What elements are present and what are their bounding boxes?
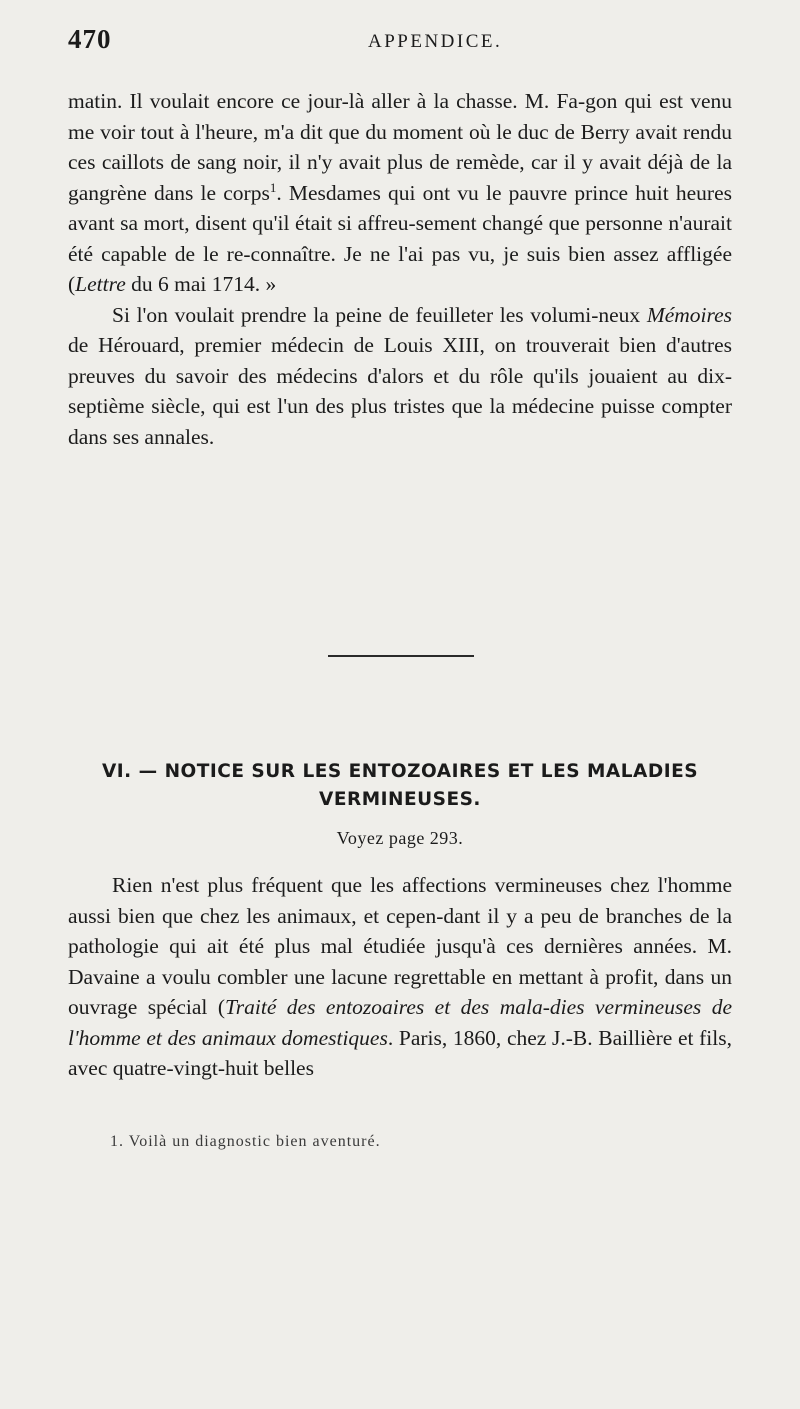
running-title: APPENDICE. <box>368 31 503 52</box>
paragraph-letter-quote: matin. Il voulait encore ce jour-là aller à la chasse. M. Fa-gon qui est venu me voir tout à l'heure, m'a dit que du moment où le duc de Berry avait rendu ces caillots de sang noir, il n'y avait plus de remède, car il y avait déjà de la gangrène dans le corps$^1$. Mesdames qui ont vu le pauvre prince huit heures avant sa mort, disent qu'il était si affreu-sement changé que personne n'aurait été capable de le re-connaître. Je ne l'ai pas vu, je suis bien assez affligée (Lettre du 6 mai 1714. » <box>68 89 732 296</box>
section-six-body <box>68 870 732 1084</box>
page-header <box>68 24 732 64</box>
section-page-reference: Voyez page 293. <box>336 828 464 848</box>
footnote-ref: 1 <box>269 179 277 195</box>
footnote: 1. Voilà un diagnostic bien aventuré. <box>110 1133 381 1150</box>
section-title: VI. — NOTICE SUR LES ENTOZOAIRES ET LES MALADIES VERMINEUSES. <box>101 761 699 810</box>
paragraph-vermineuses: Rien n'est plus fréquent que les affections vermineuses chez l'homme aussi bien que chez les animaux, et cepen-dant il y a peu de branches de la pathologie qui ait été plus mal étudiée jusqu'à ces dernières années. M. Davaine a voulu combler une lacune regrettable en mettant à profit, dans un ouvrage spécial (Traité des entozoaires et des mala-dies vermineuses de l'homme et des animaux domestiques. Paris, 1860, chez J.-B. Baillière et fils, avec quatre-vingt-huit belles <box>68 873 732 1080</box>
page-number: 470 <box>68 24 112 54</box>
section-five-continuation <box>68 86 732 452</box>
section-divider <box>328 655 474 657</box>
paragraph-herouard: Si l'on voulait prendre la peine de feuilleter les volumi-neux Mémoires de Hérouard, premier médecin de Louis XIII, on trouverait bien d'autres preuves du savoir des médecins d'alors et du rôle qu'ils jouaient au dix-septième siècle, qui est l'un des plus tristes que la médecine puisse compter dans ses annales. <box>68 302 732 449</box>
